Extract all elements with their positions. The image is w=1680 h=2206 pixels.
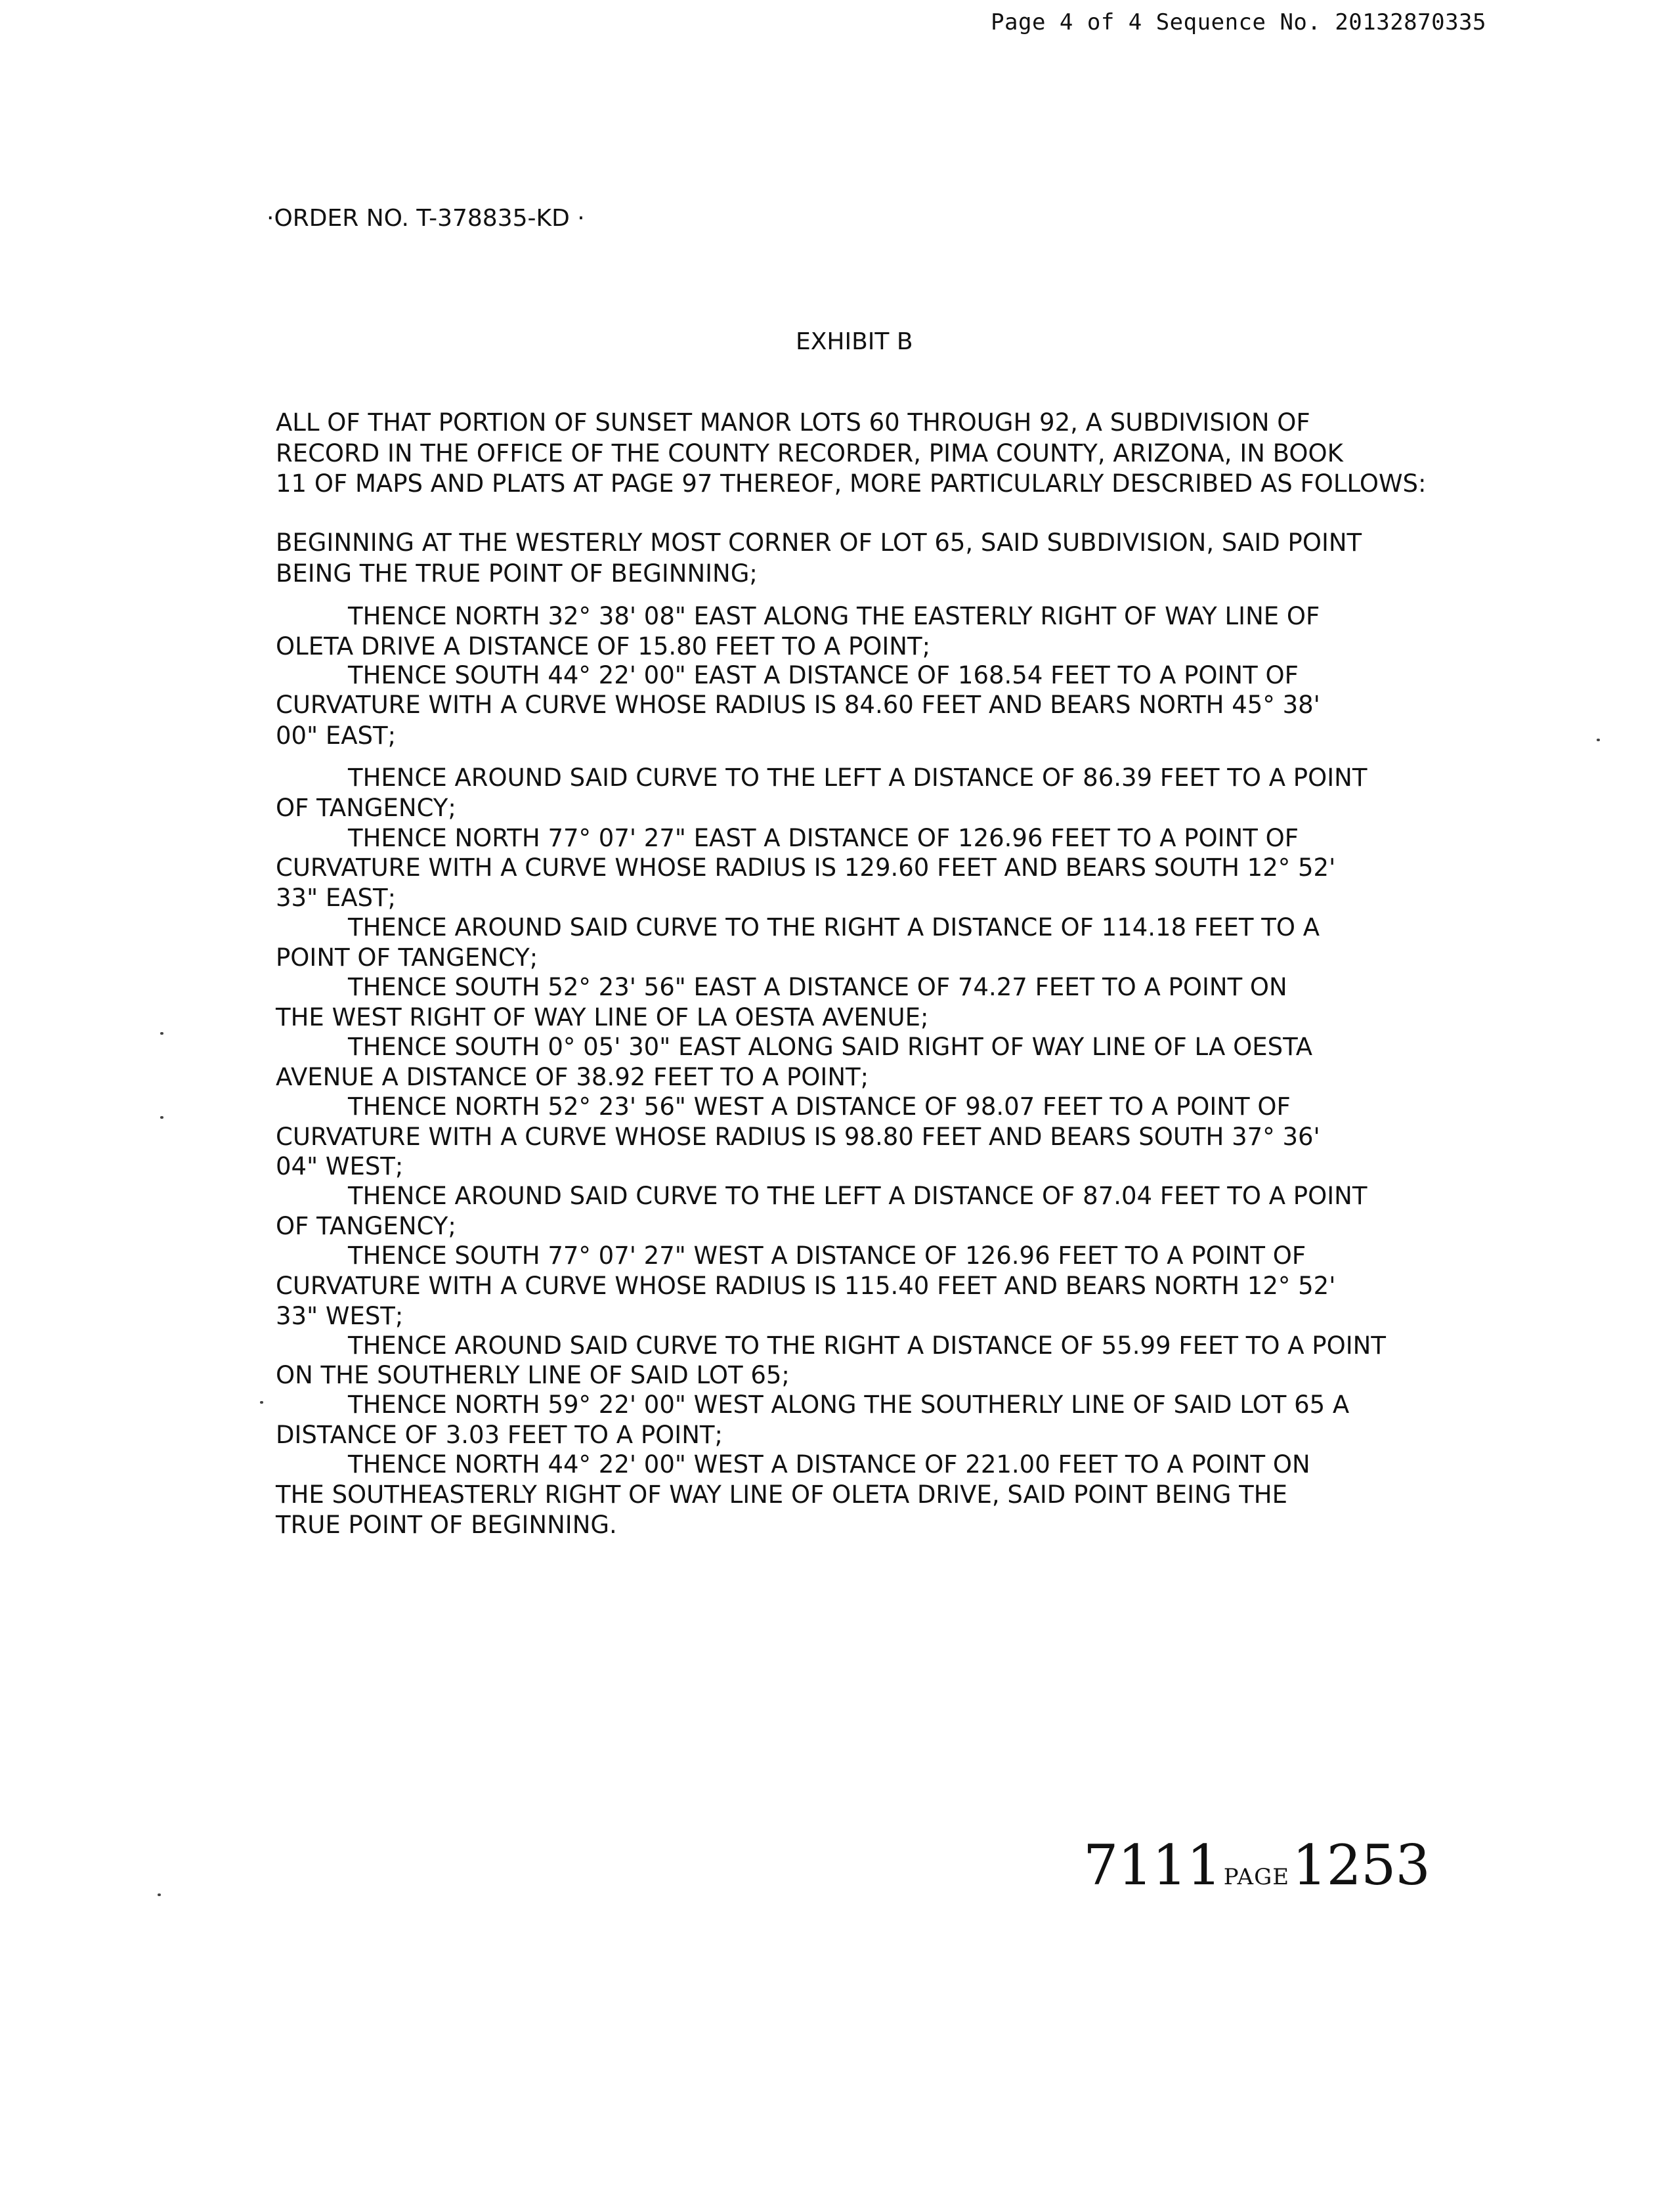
page-word: PAGE [1223,1864,1290,1890]
book-number: 7111 [1083,1833,1221,1897]
text-line: 00" EAST; [276,722,397,750]
text-line: AVENUE A DISTANCE OF 38.92 FEET TO A POINT; [276,1063,869,1091]
text-line: THENCE NORTH 59° 22' 00" WEST ALONG THE SOUTHERLY LINE OF SAID LOT 65 A [348,1391,1350,1419]
text-line: 33" EAST; [276,884,397,912]
text-line: CURVATURE WITH A CURVE WHOSE RADIUS IS 115.40 FEET AND BEARS NORTH 12° 52' [276,1272,1336,1300]
scan-speck [260,1401,263,1404]
text-line: THENCE AROUND SAID CURVE TO THE RIGHT A DISTANCE OF 114.18 FEET TO A [348,913,1320,941]
page-sequence-header: Page 4 of 4 Sequence No. 20132870335 [991,9,1486,35]
scan-speck [160,1032,163,1035]
text-line: 11 OF MAPS AND PLATS AT PAGE 97 THEREOF, MORE PARTICULARLY DESCRIBED AS FOLLOWS: [276,469,1427,498]
text-line: OLETA DRIVE A DISTANCE OF 15.80 FEET TO A POINT; [276,632,931,660]
text-line: THENCE SOUTH 0° 05' 30" EAST ALONG SAID RIGHT OF WAY LINE OF LA OESTA [348,1033,1313,1061]
exhibit-title: EXHIBIT B [796,328,913,355]
text-line: THENCE AROUND SAID CURVE TO THE RIGHT A DISTANCE OF 55.99 FEET TO A POINT [348,1331,1386,1360]
page-number: 1253 [1292,1833,1430,1897]
scan-speck [160,1116,163,1119]
text-line: TRUE POINT OF BEGINNING. [276,1511,617,1539]
text-line: CURVATURE WITH A CURVE WHOSE RADIUS IS 129.60 FEET AND BEARS SOUTH 12° 52' [276,854,1336,882]
text-line: ON THE SOUTHERLY LINE OF SAID LOT 65; [276,1361,790,1389]
text-line: RECORD IN THE OFFICE OF THE COUNTY RECORDER, PIMA COUNTY, ARIZONA, IN BOOK [276,439,1343,467]
text-line: THENCE SOUTH 52° 23' 56" EAST A DISTANCE OF 74.27 FEET TO A POINT ON [348,973,1287,1001]
text-line: BEGINNING AT THE WESTERLY MOST CORNER OF LOT 65, SAID SUBDIVISION, SAID POINT [276,529,1362,557]
text-line: POINT OF TANGENCY; [276,943,538,972]
text-line: CURVATURE WITH A CURVE WHOSE RADIUS IS 84.60 FEET AND BEARS NORTH 45° 38' [276,691,1320,719]
text-line: THENCE SOUTH 77° 07' 27" WEST A DISTANCE OF 126.96 FEET TO A POINT OF [348,1242,1306,1270]
text-line: CURVATURE WITH A CURVE WHOSE RADIUS IS 98.80 FEET AND BEARS SOUTH 37° 36' [276,1123,1320,1151]
book-page-reference [1083,1833,1430,1897]
text-line: THENCE SOUTH 44° 22' 00" EAST A DISTANCE OF 168.54 FEET TO A POINT OF [348,661,1299,689]
scan-speck [158,1893,161,1896]
text-line: THE WEST RIGHT OF WAY LINE OF LA OESTA AVENUE; [276,1003,929,1031]
text-line: OF TANGENCY; [276,794,456,822]
text-line: THENCE NORTH 77° 07' 27" EAST A DISTANCE OF 126.96 FEET TO A POINT OF [348,824,1299,852]
text-line: THENCE AROUND SAID CURVE TO THE LEFT A DISTANCE OF 86.39 FEET TO A POINT [348,764,1368,792]
scan-speck [1597,739,1600,741]
text-line: 04" WEST; [276,1152,404,1180]
text-line: OF TANGENCY; [276,1212,456,1240]
text-line: BEING THE TRUE POINT OF BEGINNING; [276,559,758,588]
text-line: THENCE NORTH 52° 23' 56" WEST A DISTANCE OF 98.07 FEET TO A POINT OF [348,1092,1291,1121]
text-line: THENCE AROUND SAID CURVE TO THE LEFT A DISTANCE OF 87.04 FEET TO A POINT [348,1182,1368,1210]
text-line: THENCE NORTH 32° 38' 08" EAST ALONG THE EASTERLY RIGHT OF WAY LINE OF [348,602,1320,630]
text-line: 33" WEST; [276,1302,404,1330]
text-line: THENCE NORTH 44° 22' 00" WEST A DISTANCE OF 221.00 FEET TO A POINT ON [348,1450,1310,1479]
order-number: ·ORDER NO. T-378835-KD · [267,205,585,232]
text-line: THE SOUTHEASTERLY RIGHT OF WAY LINE OF OLETA DRIVE, SAID POINT BEING THE [276,1481,1287,1509]
text-line: ALL OF THAT PORTION OF SUNSET MANOR LOTS 60 THROUGH 92, A SUBDIVISION OF [276,408,1310,437]
text-line: DISTANCE OF 3.03 FEET TO A POINT; [276,1421,723,1449]
